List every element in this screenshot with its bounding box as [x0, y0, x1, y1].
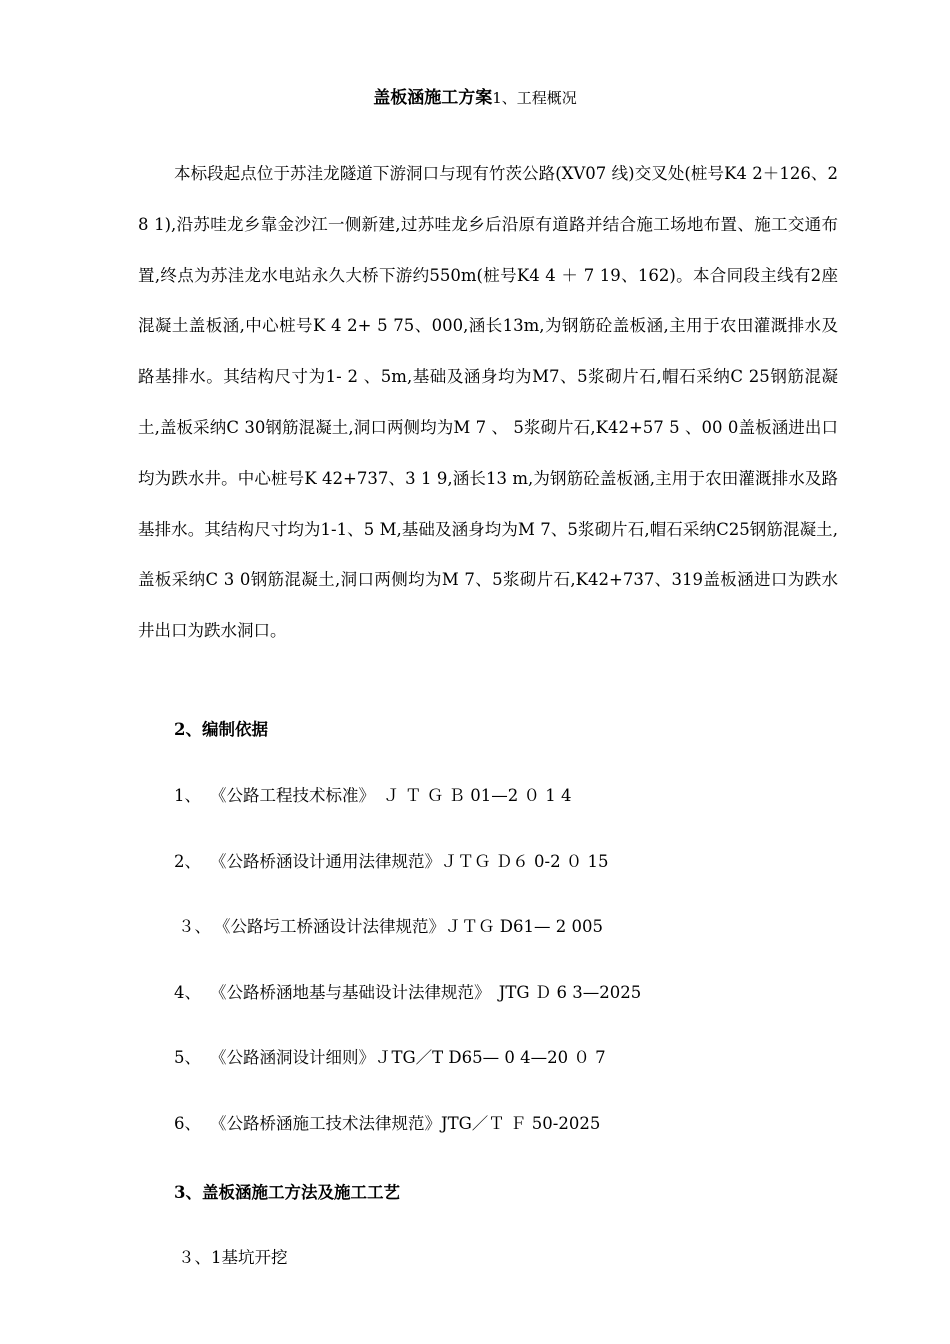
reference-text: 《公路桥涵施工技术法律规范》JTG／Ｔ Ｆ 50-2025 [210, 1114, 601, 1133]
reference-item-6 [174, 1112, 600, 1136]
reference-number: 5、 [174, 1048, 201, 1067]
reference-item-4 [174, 981, 641, 1005]
reference-number: 1、 [174, 786, 201, 805]
section-3-heading: 3、盖板涵施工方法及施工工艺 [174, 1183, 400, 1202]
reference-item-5 [174, 1046, 606, 1070]
reference-number: ３、 [178, 917, 211, 936]
reference-text: 《公路桥涵地基与基础设计法律规范》 JTG Ｄ 6 3—2025 [210, 983, 642, 1002]
reference-text: 《公路涵洞设计细则》ＪTG／T D65— 0 4—20 ０ 7 [210, 1048, 606, 1067]
reference-text: 《公路桥涵设计通用法律规范》ＪＴＧ Ｄ６ 0-2 ０ 15 [210, 852, 609, 871]
reference-text: 《公路圬工桥涵设计法律规范》ＪＴＧ D61— 2 005 [214, 917, 603, 936]
title-main: 盖板涵施工方案 [373, 88, 493, 108]
reference-number: 2、 [174, 852, 201, 871]
reference-number: 4、 [174, 983, 201, 1002]
document-title [0, 86, 950, 110]
overview-paragraph: 本标段起点位于苏洼龙隧道下游洞口与现有竹茨公路(XV07 线)交叉处(桩号K4 2＋126、2 8 1),沿苏哇龙乡靠金沙江一侧新建,过苏哇龙乡后沿原有道路并结合施工场地布置、施工交通布置,终点为苏洼龙水电站永久大桥下游约550m(桩号K4 4 ＋ 7 19、162)。本合同段主线有2座混凝土盖板涵,中心桩号K 4 2+ 5 75、000,涵长13m,为钢筋砼盖板涵,主用于农田灌溉排水及路基排水。其结构尺寸为1- 2 、5m,基础及涵身均为M7、5浆砌片石,帽石采纳C 25钢筋混凝土,盖板采纳C 30钢筋混凝土,洞口两侧均为M 7 、 5浆砌片石,K42+57 5 、00 0盖板涵进出口均为跌水井。中心桩号K 42+737、3 1 9,涵长13 m,为钢筋砼盖板涵,主用于农田灌溉排水及路基排水。其结构尺寸均为1-1、5 M,基础及涵身均为M 7、5浆砌片石,帽石采纳C25钢筋混凝土,盖板采纳C 3 0钢筋混凝土,洞口两侧均为M 7、5浆砌片石,K42+737、319盖板涵进口为跌水井出口为跌水洞口。 [138, 164, 838, 641]
title-section-1: 1、工程概况 [492, 89, 577, 107]
reference-item-2 [174, 850, 609, 874]
reference-item-1 [174, 784, 571, 808]
reference-text: 《公路工程技术标准》 Ｊ Ｔ Ｇ Ｂ 01—2 ０ 1 4 [210, 786, 572, 805]
reference-item-3 [178, 915, 603, 939]
subsection-3-1-heading: ３、1基坑开挖 [178, 1248, 288, 1267]
reference-number: 6、 [174, 1114, 201, 1133]
section-2-heading: 2、编制依据 [174, 720, 268, 739]
